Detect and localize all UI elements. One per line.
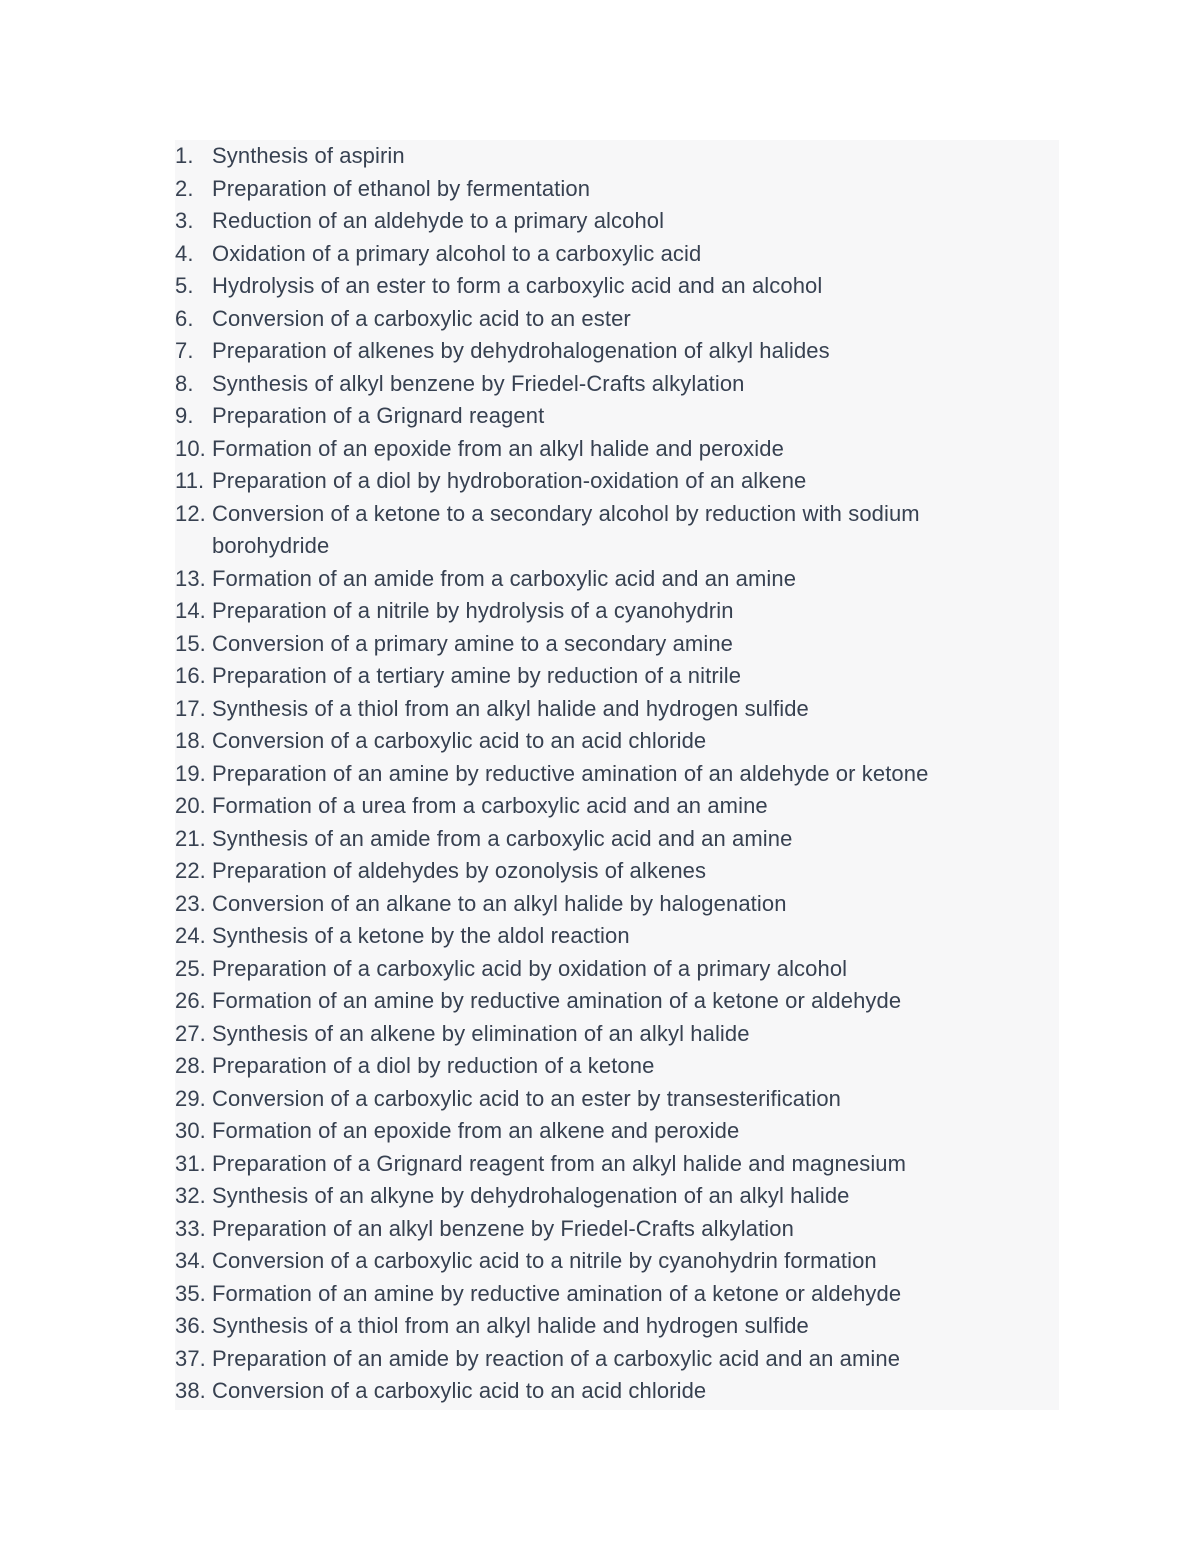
list-item <box>175 1375 1059 1408</box>
list-item-number: 3. <box>175 208 194 233</box>
list-item-text: Conversion of a primary amine to a secondary amine <box>212 630 734 656</box>
list-item-text: Formation of an epoxide from an alkene and peroxide <box>212 1118 740 1143</box>
list-item <box>175 1180 1059 1213</box>
list-item <box>175 1310 1059 1343</box>
list-item-text: Preparation of an amide by reaction of a carboxylic acid and an amine <box>212 1345 901 1371</box>
list-item-number: 37. <box>175 1345 206 1371</box>
list-item-text: Formation of an amine by reductive amination of a ketone or aldehyde <box>212 988 902 1013</box>
list-item <box>175 498 1059 563</box>
list-item-text: Preparation of a Grignard reagent from an alkyl halide and magnesium <box>212 1150 907 1176</box>
list-item-number: 2. <box>175 175 194 201</box>
list-item-text: Conversion of a carboxylic acid to an ester by transesterification <box>212 1085 842 1111</box>
numbered-list-container <box>175 140 1059 1410</box>
list-item-number: 7. <box>175 338 194 363</box>
list-item-number: 14. <box>175 598 206 623</box>
list-item-number: 29. <box>175 1085 206 1111</box>
list-item <box>175 790 1059 823</box>
list-item <box>175 725 1059 758</box>
list-item-number: 11. <box>175 468 205 493</box>
list-item-text: Synthesis of an amide from a carboxylic acid and an amine <box>212 825 793 851</box>
list-item-text: Preparation of a diol by reduction of a ketone <box>212 1053 655 1078</box>
list-item <box>175 628 1059 661</box>
list-item <box>175 433 1059 466</box>
list-item-number: 26. <box>175 988 206 1013</box>
list-item-text: Preparation of a carboxylic acid by oxidation of a primary alcohol <box>212 955 848 981</box>
list-item <box>175 855 1059 888</box>
list-item-number: 19. <box>175 760 206 786</box>
list-item-text: Conversion of an alkane to an alkyl halide by halogenation <box>212 890 787 916</box>
list-item <box>175 1343 1059 1376</box>
list-item-text: Conversion of a carboxylic acid to an acid chloride <box>212 1378 707 1403</box>
reaction-list <box>175 140 1059 1408</box>
list-item <box>175 1245 1059 1278</box>
list-item <box>175 465 1059 498</box>
list-item-number: 23. <box>175 890 206 916</box>
list-item-number: 1. <box>175 143 194 168</box>
list-item <box>175 1083 1059 1116</box>
list-item-number: 17. <box>175 695 206 721</box>
list-item-text: Preparation of a nitrile by hydrolysis of a cyanohydrin <box>212 598 734 623</box>
list-item <box>175 758 1059 791</box>
list-item-number: 20. <box>175 793 206 818</box>
list-item <box>175 693 1059 726</box>
list-item-number: 32. <box>175 1183 206 1208</box>
list-item-number: 16. <box>175 663 206 688</box>
list-item-number: 15. <box>175 630 206 656</box>
list-item-number: 30. <box>175 1118 206 1143</box>
list-item <box>175 238 1059 271</box>
list-item-text: Formation of an amine by reductive amination of a ketone or aldehyde <box>212 1280 902 1306</box>
list-item <box>175 1115 1059 1148</box>
list-item-text: Preparation of an alkyl benzene by Friedel-Crafts alkylation <box>212 1215 794 1241</box>
list-item-number: 8. <box>175 370 194 396</box>
list-item-text: Synthesis of an alkene by elimination of an alkyl halide <box>212 1020 750 1046</box>
list-item-number: 36. <box>175 1313 206 1338</box>
list-item-text: Synthesis of aspirin <box>212 143 405 168</box>
list-item-number: 31. <box>175 1150 206 1176</box>
list-item-number: 12. <box>175 500 206 526</box>
list-item <box>175 1050 1059 1083</box>
list-item-text: Preparation of alkenes by dehydrohalogenation of alkyl halides <box>212 338 830 363</box>
list-item-text: Synthesis of a ketone by the aldol reaction <box>212 923 630 948</box>
list-item-text: Preparation of an amine by reductive amination of an aldehyde or ketone <box>212 760 929 786</box>
list-item <box>175 205 1059 238</box>
list-item-text: Synthesis of a thiol from an alkyl halide and hydrogen sulfide <box>212 1313 809 1338</box>
list-item <box>175 888 1059 921</box>
list-item <box>175 595 1059 628</box>
list-item-text: Formation of an epoxide from an alkyl halide and peroxide <box>212 435 784 461</box>
list-item <box>175 660 1059 693</box>
list-item <box>175 368 1059 401</box>
list-item <box>175 1278 1059 1311</box>
list-item <box>175 920 1059 953</box>
list-item-text: Reduction of an aldehyde to a primary alcohol <box>212 208 665 233</box>
list-item-text: Preparation of a diol by hydroboration-oxidation of an alkene <box>212 468 807 493</box>
list-item-number: 33. <box>175 1215 206 1241</box>
list-item-text: Oxidation of a primary alcohol to a carboxylic acid <box>212 240 702 266</box>
list-item-text: Conversion of a ketone to a secondary alcohol by reduction with sodium borohydride <box>212 500 920 558</box>
list-item <box>175 1213 1059 1246</box>
list-item <box>175 563 1059 596</box>
list-item <box>175 140 1059 173</box>
list-item-text: Preparation of a Grignard reagent <box>212 403 545 428</box>
list-item-number: 35. <box>175 1280 206 1306</box>
list-item <box>175 985 1059 1018</box>
list-item-text: Hydrolysis of an ester to form a carboxylic acid and an alcohol <box>212 273 823 298</box>
list-item-number: 22. <box>175 858 206 883</box>
list-item-text: Preparation of a tertiary amine by reduction of a nitrile <box>212 663 742 688</box>
list-item-number: 9. <box>175 403 194 428</box>
list-item-text: Synthesis of alkyl benzene by Friedel-Crafts alkylation <box>212 370 745 396</box>
list-item-text: Formation of an amide from a carboxylic acid and an amine <box>212 565 797 591</box>
list-item-number: 18. <box>175 728 206 753</box>
list-item-text: Preparation of aldehydes by ozonolysis of alkenes <box>212 858 707 883</box>
list-item-number: 21. <box>175 825 206 851</box>
list-item <box>175 173 1059 206</box>
list-item-text: Synthesis of an alkyne by dehydrohalogenation of an alkyl halide <box>212 1183 850 1208</box>
list-item <box>175 335 1059 368</box>
list-item <box>175 400 1059 433</box>
list-item <box>175 1148 1059 1181</box>
list-item-text: Conversion of a carboxylic acid to an acid chloride <box>212 728 707 753</box>
list-item-number: 34. <box>175 1248 206 1273</box>
list-item-number: 28. <box>175 1053 206 1078</box>
list-item-text: Preparation of ethanol by fermentation <box>212 175 591 201</box>
list-item-number: 24. <box>175 923 206 948</box>
list-item-text: Conversion of a carboxylic acid to a nitrile by cyanohydrin formation <box>212 1248 877 1273</box>
list-item-number: 5. <box>175 273 194 298</box>
list-item-number: 38. <box>175 1378 206 1403</box>
list-item <box>175 823 1059 856</box>
list-item-text: Formation of a urea from a carboxylic acid and an amine <box>212 793 768 818</box>
list-item-text: Conversion of a carboxylic acid to an ester <box>212 305 631 331</box>
list-item <box>175 303 1059 336</box>
list-item-number: 6. <box>175 305 194 331</box>
list-item-text: Synthesis of a thiol from an alkyl halide and hydrogen sulfide <box>212 695 809 721</box>
list-item-number: 27. <box>175 1020 206 1046</box>
list-item <box>175 953 1059 986</box>
list-item-number: 25. <box>175 955 206 981</box>
list-item <box>175 270 1059 303</box>
list-item-number: 4. <box>175 240 194 266</box>
list-item-number: 10. <box>175 435 206 461</box>
list-item-number: 13. <box>175 565 206 591</box>
list-item <box>175 1018 1059 1051</box>
